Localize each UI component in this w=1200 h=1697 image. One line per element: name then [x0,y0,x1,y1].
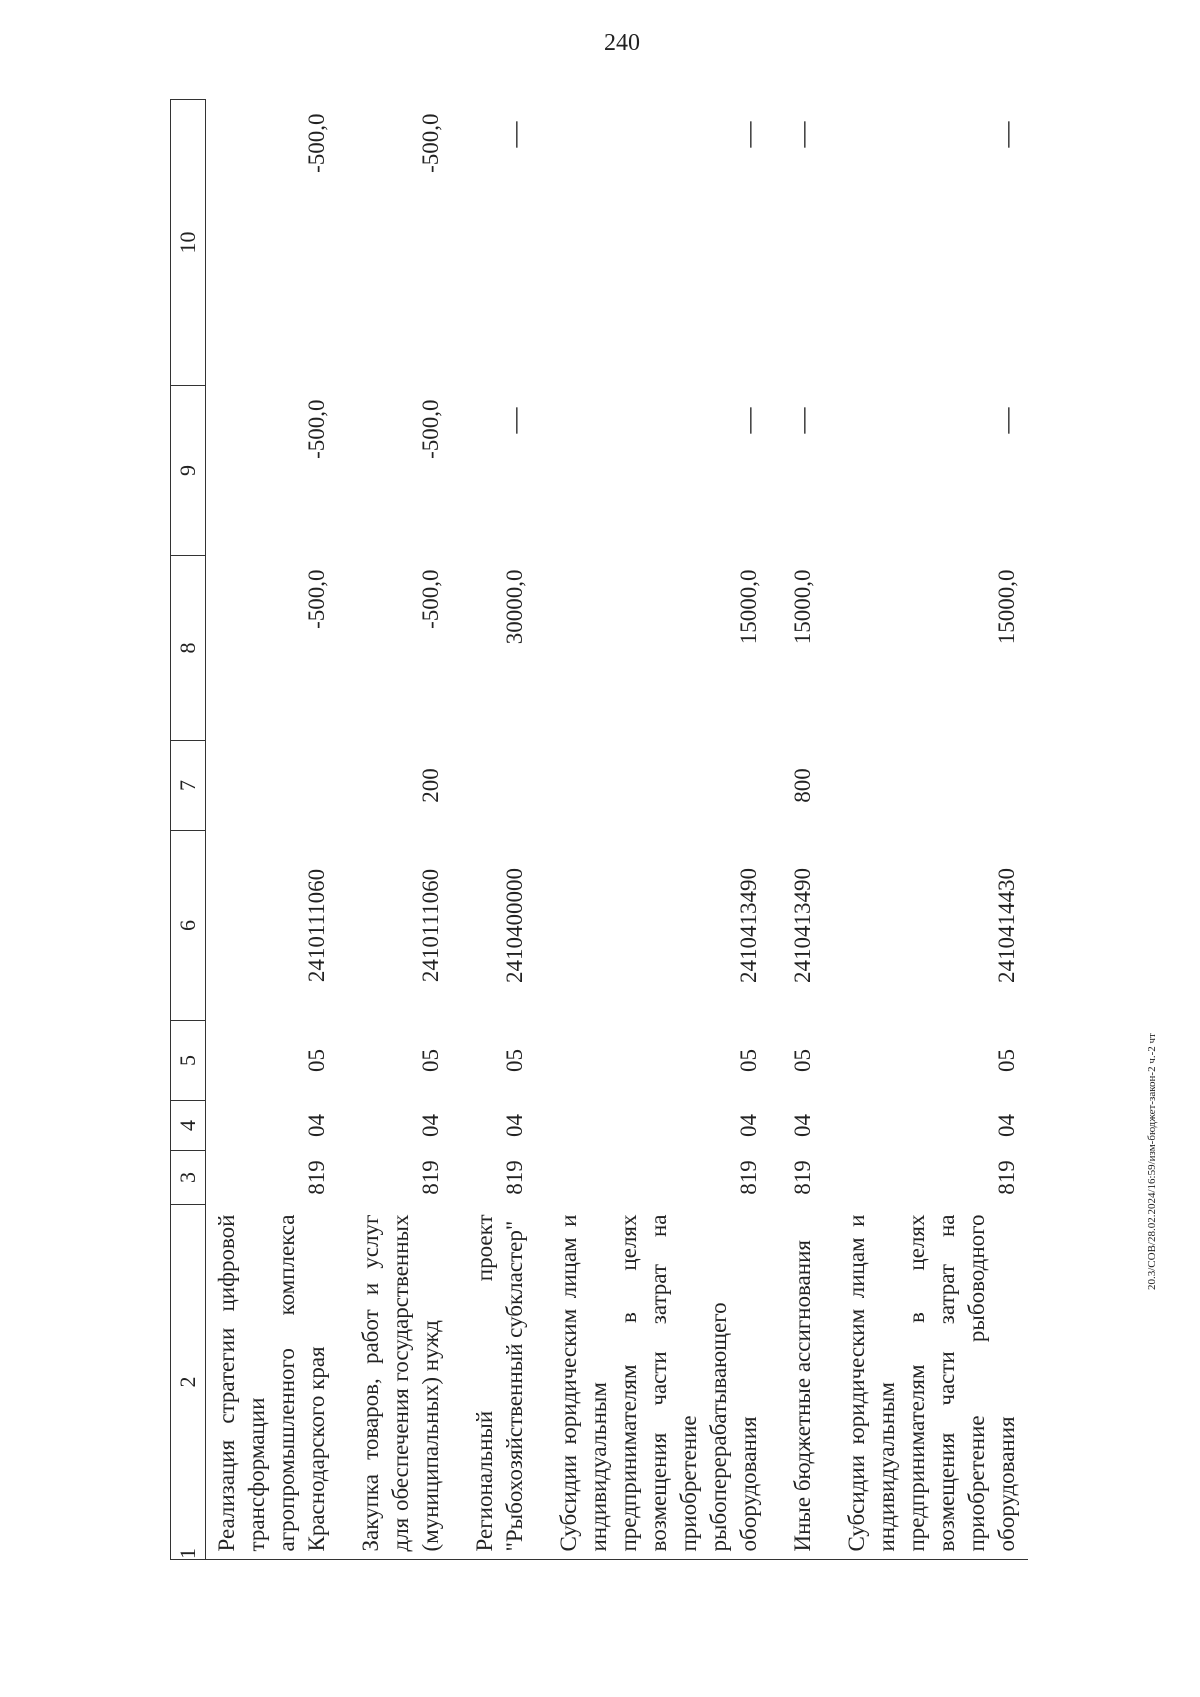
row-amount-col10: -500,0 [304,113,329,173]
column-header-10: 10 [171,100,206,386]
row-amount-col8: -500,0 [304,569,329,629]
row-amount-col8: 30000,0 [502,569,527,645]
row-admin-code: 819 [304,1160,329,1195]
row-section-code: 04 [994,1114,1019,1137]
table-row [838,100,1028,1560]
row-admin-code: 819 [994,1160,1019,1195]
table-row [550,100,770,1560]
row-expense-type [550,741,770,831]
table-row [466,100,536,1560]
row-section-code: 04 [418,1114,443,1137]
row-dash-col9: — [734,407,763,434]
row-target-code: 2410111060 [418,868,443,983]
row-target-code: 2410111060 [304,868,329,983]
budget-table-container [170,100,1130,1560]
row-admin-code: 819 [418,1160,443,1195]
row-description: Закупка товаров, работ и услуг для обеспечения государственных (муниципальных) нужд [358,1214,443,1552]
row-section-code: 04 [304,1114,329,1137]
row-section-code: 04 [736,1114,761,1137]
table-row [352,100,452,1560]
row-description: Региональный проект "Рыбохозяйственный субкластер" [472,1214,527,1552]
row-amount-col8: 15000,0 [994,569,1019,645]
row-subsection-code: 05 [994,1049,1019,1072]
row-dash-col10: — [734,121,763,148]
row-amount-col9: -500,0 [418,399,443,459]
row-amount-col8: 15000,0 [736,569,761,645]
column-header-2: 2 [171,1205,206,1560]
row-dash-col10: — [500,121,529,148]
row-section-code: 04 [790,1114,815,1137]
row-subsection-code: 05 [736,1049,761,1072]
row-expense-type: 800 [790,768,815,803]
row-description: Реализация стратегии цифровой трансформации агропромышленного комплекса Краснодарского края [214,1214,329,1552]
row-description: Субсидии юридическим лицам и индивидуальным предпринимателям в целях возмещения части затрат на приобретение рыбоводного оборудования [844,1214,1019,1552]
row-expense-type [838,741,1028,831]
row-subsection-code: 05 [304,1049,329,1072]
row-subsection-code: 05 [418,1049,443,1072]
column-header-3: 3 [171,1151,206,1205]
row-expense-type [466,741,536,831]
row-dash-col10: — [992,121,1021,148]
row-expense-type: 200 [418,768,443,803]
row-admin-code: 819 [790,1160,815,1195]
row-subsection-code: 05 [790,1049,815,1072]
column-header-5: 5 [171,1021,206,1101]
row-dash-col9: — [788,407,817,434]
row-amount-col10: -500,0 [418,113,443,173]
footer-file-note: 20.3/СОВ/28.02.2024/16:59/изм-бюджет-закон-2 ч.-2 чт [1146,1033,1158,1290]
row-expense-type [206,741,339,831]
row-target-code: 2410414430 [994,868,1019,983]
page-number: 240 [604,30,640,56]
row-target-code: 2410413490 [736,868,761,983]
column-header-4: 4 [171,1101,206,1151]
row-section-code: 04 [502,1114,527,1137]
column-header-7: 7 [171,741,206,831]
row-amount-col8: -500,0 [418,569,443,629]
column-header-6: 6 [171,831,206,1021]
table-row [784,100,824,1560]
row-admin-code: 819 [502,1160,527,1195]
table-row [206,100,339,1560]
column-header-8: 8 [171,556,206,741]
row-admin-code: 819 [736,1160,761,1195]
column-number-row: 1 2 3 4 5 6 7 8 9 10 [171,100,206,1560]
row-dash-col9: — [992,407,1021,434]
row-target-code: 2410413490 [790,868,815,983]
row-target-code: 2410400000 [502,868,527,983]
budget-table [170,99,1028,1560]
row-dash-col10: — [788,121,817,148]
row-description: Иные бюджетные ассигнования [790,1240,815,1552]
row-amount-col9: -500,0 [304,399,329,459]
column-header-9: 9 [171,386,206,556]
row-subsection-code: 05 [502,1049,527,1072]
row-dash-col9: — [500,407,529,434]
row-amount-col8: 15000,0 [790,569,815,645]
row-description: Субсидии юридическим лицам и индивидуальным предпринимателям в целях возмещения части затрат на приобретение рыбоперерабатывающего оборудования [556,1214,761,1552]
